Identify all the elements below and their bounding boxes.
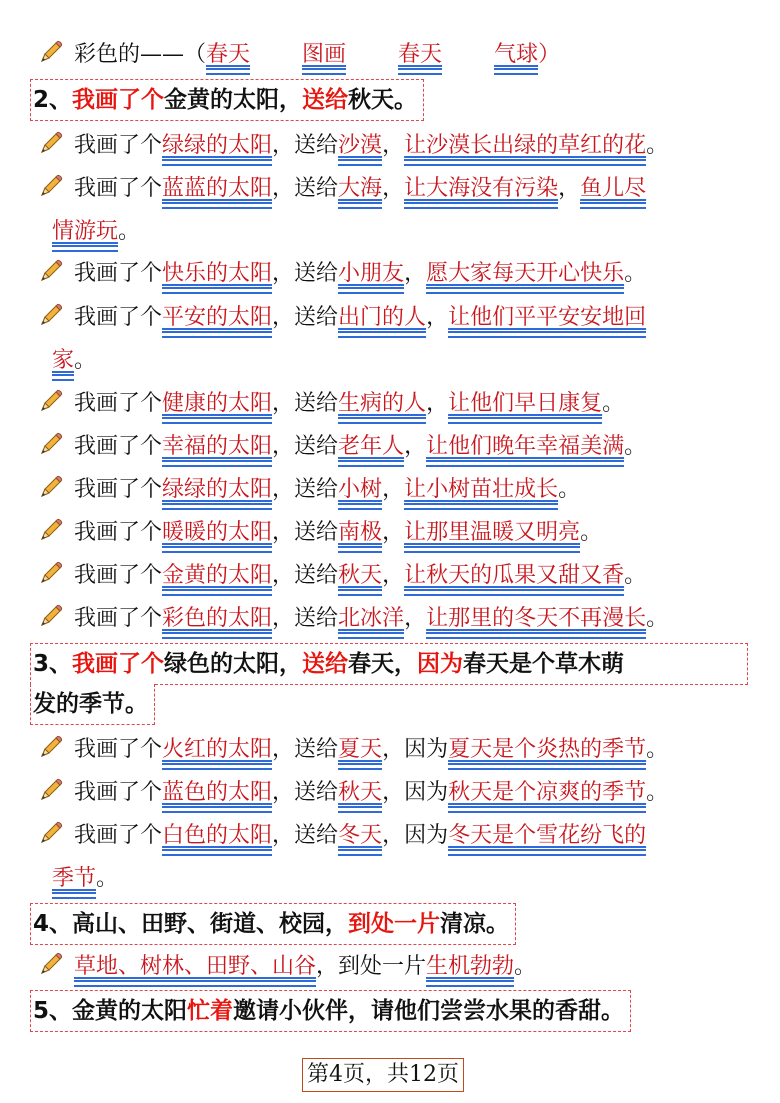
pencil-icon bbox=[38, 474, 64, 500]
section-heading-4: 4、高山、田野、街道、校园，到处一片清凉。 bbox=[30, 903, 516, 945]
pencil-icon bbox=[38, 258, 64, 284]
pencil-icon bbox=[38, 130, 64, 156]
text-line: 我画了个健康的太阳，送给生病的人，让他们早日康复。 bbox=[38, 383, 768, 425]
pencil-icon bbox=[38, 431, 64, 457]
pencil-icon bbox=[38, 777, 64, 803]
pencil-icon bbox=[38, 820, 64, 846]
text-line: 我画了个平安的太阳，送给出门的人，让他们平平安安地回 bbox=[38, 297, 768, 339]
pencil-icon bbox=[38, 39, 64, 65]
text-line: 我画了个绿绿的太阳，送给小树，让小树苗壮成长。 bbox=[38, 469, 768, 511]
answer-text: 图画 bbox=[302, 42, 346, 70]
pencil-icon bbox=[38, 388, 64, 414]
text: 彩色的——（ bbox=[74, 42, 207, 67]
section-heading-3: 3、我画了个绿色的太阳，送给春天，因为春天是个草木萌 bbox=[30, 643, 748, 685]
text-line: 我画了个蓝蓝的太阳，送给大海，让大海没有污染，鱼儿尽 bbox=[38, 168, 768, 210]
pencil-icon bbox=[38, 302, 64, 328]
text-line: 我画了个快乐的太阳，送给小朋友，愿大家每天开心快乐。 bbox=[38, 253, 768, 295]
text-line-continued: 家。 bbox=[52, 340, 780, 382]
section-heading-3-continued: 发的季节。 bbox=[30, 684, 155, 725]
text-line bbox=[38, 34, 768, 76]
text-line: 我画了个暖暖的太阳，送给南极，让那里温暖又明亮。 bbox=[38, 512, 768, 554]
text-line: 我画了个蓝色的太阳，送给秋天，因为秋天是个凉爽的季节。 bbox=[38, 772, 768, 814]
text: ） bbox=[538, 42, 561, 67]
page-number: 第4页，共12页 bbox=[302, 1058, 464, 1092]
section-heading-2: 2、我画了个金黄的太阳，送给秋天。 bbox=[30, 79, 424, 121]
pencil-icon bbox=[38, 603, 64, 629]
answer-text: 春天 bbox=[206, 42, 250, 70]
text-line: 我画了个白色的太阳，送给冬天，因为冬天是个雪花纷飞的 bbox=[38, 815, 768, 857]
text-line-continued: 情游玩。 bbox=[52, 211, 780, 253]
pencil-icon bbox=[38, 517, 64, 543]
pencil-icon bbox=[38, 560, 64, 586]
text-line-continued: 季节。 bbox=[52, 858, 780, 900]
text-line: 草地、树林、田野、山谷，到处一片生机勃勃。 bbox=[38, 946, 768, 988]
pencil-icon bbox=[38, 734, 64, 760]
text-line: 我画了个绿绿的太阳，送给沙漠，让沙漠长出绿的草红的花。 bbox=[38, 125, 768, 167]
text-line: 我画了个火红的太阳，送给夏天，因为夏天是个炎热的季节。 bbox=[38, 729, 768, 771]
text-line: 我画了个金黄的太阳，送给秋天，让秋天的瓜果又甜又香。 bbox=[38, 555, 768, 597]
answer-text: 气球 bbox=[494, 42, 538, 70]
answer-text: 春天 bbox=[398, 42, 442, 70]
pencil-icon bbox=[38, 173, 64, 199]
section-heading-5: 5、金黄的太阳忙着邀请小伙伴，请他们尝尝水果的香甜。 bbox=[30, 990, 631, 1032]
pencil-icon bbox=[38, 951, 64, 977]
text-line: 我画了个幸福的太阳，送给老年人，让他们晚年幸福美满。 bbox=[38, 426, 768, 468]
text-line: 我画了个彩色的太阳，送给北冰洋，让那里的冬天不再漫长。 bbox=[38, 598, 768, 640]
